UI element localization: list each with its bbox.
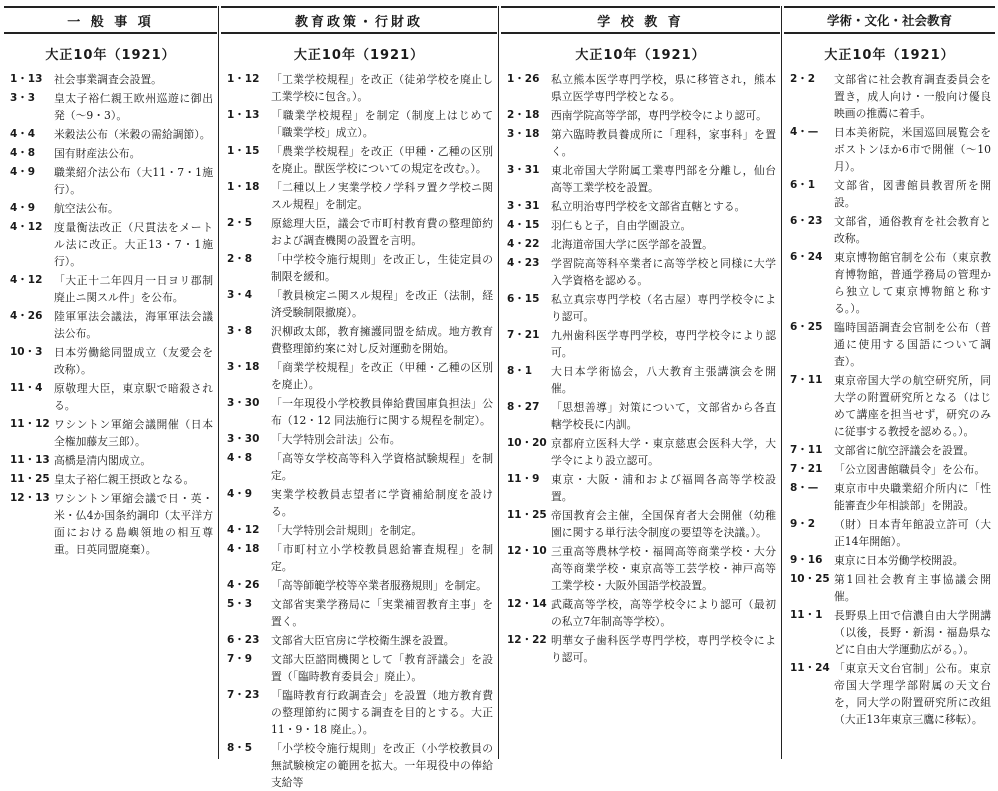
entry-date: 4・22: [507, 238, 540, 250]
entry-date: 8・5: [227, 742, 253, 754]
entry-text: 文部省に社会教育調査委員会を置き，成人向け・一般向け優良映画の推薦に着手。: [834, 73, 991, 120]
entry-row: [790, 442, 991, 459]
entry-text: 長野県上田で信濃自由大学開講（以後，長野・新潟・福島県などに自由大学運動広がる。）。: [834, 609, 991, 656]
entry-text: 東北帝国大学附属工業専門部を分離し，仙台高等工業学校を設置。: [551, 164, 776, 194]
entry-date: 12・22: [507, 634, 547, 646]
entry-row: [227, 107, 493, 141]
entry-date: 11・24: [790, 662, 830, 674]
entry-date: 4・12: [227, 524, 260, 536]
entry-date: 1・15: [227, 145, 260, 157]
entry-date: 10・25: [790, 573, 830, 585]
entry-date: 4・4: [10, 128, 36, 140]
entry-row: [507, 399, 776, 433]
entry-date: 8・—: [790, 482, 819, 494]
entry-date: 6・23: [790, 215, 823, 227]
entry-date: 10・3: [10, 346, 43, 358]
entry-row: [10, 200, 213, 217]
entry-text: 「市町村立小学校教員恩給審査規程」を制定。: [271, 543, 493, 573]
entry-date: 6・23: [227, 634, 260, 646]
entry-row: [227, 577, 493, 594]
entry-text: 第1回社会教育主事協議会開催。: [834, 573, 991, 603]
entry-text: 「農業学校規程」を改正（甲種・乙種の区別を廃止。獣医学校についての規定を改む。）。: [271, 145, 493, 175]
year-heading: 大正10年（1921）: [293, 48, 425, 63]
entry-text: 原敬理大臣，東京駅で暗殺される。: [54, 382, 213, 412]
entry-row: [227, 323, 493, 357]
entry-text: 職業紹介法公布（大11・7・1施行）。: [54, 166, 213, 196]
entry-date: 3・4: [227, 289, 253, 301]
entry-date: 4・18: [227, 543, 260, 555]
entry-date: 11・25: [507, 509, 547, 521]
column-header: 学術・文化・社会教育: [784, 6, 995, 34]
entry-date: 7・23: [227, 689, 260, 701]
entry-text: 文部省に航空評議会を設置。: [834, 444, 975, 457]
entry-row: [227, 287, 493, 321]
entry-row: [227, 143, 493, 177]
entry-text: 文部省大臣官房に学校衛生課を設置。: [271, 634, 455, 647]
column-header: 教育政策・行財政: [221, 6, 497, 34]
entry-row: [227, 687, 493, 738]
entry-date: 1・13: [10, 73, 43, 85]
entry-row: [507, 236, 776, 253]
entry-date: 4・—: [790, 126, 819, 138]
column-divider: [781, 6, 782, 759]
entry-row: [227, 522, 493, 539]
entry-row: [790, 516, 991, 550]
year-heading: 大正10年（1921）: [824, 48, 955, 63]
entry-text: 社会事業調査会設置。: [54, 73, 162, 86]
entry-date: 11・25: [10, 473, 50, 485]
entry-row: [227, 215, 493, 249]
entry-row: [507, 107, 776, 124]
entry-date: 8・27: [507, 401, 540, 413]
entry-row: [10, 380, 213, 414]
entry-date: 4・12: [10, 274, 43, 286]
entry-row: [790, 177, 991, 211]
entry-row: [790, 552, 991, 569]
entry-text: 「商業学校規程」を改正（甲種・乙種の区別を廃止）。: [271, 361, 493, 391]
entry-row: [507, 126, 776, 160]
entry-row: [10, 145, 213, 162]
entry-text: 「臨時教育行政調査会」を設置（地方教育費の整理節約に関する調査を目的とする。大正11・9・18 廃止。）。: [271, 689, 493, 736]
entry-row: [227, 632, 493, 649]
entry-row: [790, 372, 991, 440]
entry-row: [10, 90, 213, 124]
entry-date: 6・25: [790, 321, 823, 333]
entry-list: [4, 71, 217, 558]
entry-text: 大日本学術協会，八大教育主張講演会を開催。: [551, 365, 776, 395]
entry-text: 第六臨時教員養成所に「理科，家事科」を置く。: [551, 128, 776, 158]
entry-date: 1・12: [227, 73, 260, 85]
entry-row: [507, 363, 776, 397]
entry-row: [507, 471, 776, 505]
entry-date: 9・16: [790, 554, 823, 566]
entry-text: 北海道帝国大学に医学部を設置。: [551, 238, 713, 251]
entry-date: 3・3: [10, 92, 36, 104]
entry-date: 11・4: [10, 382, 43, 394]
entry-date: 4・12: [10, 221, 43, 233]
entry-row: [10, 416, 213, 450]
entry-list: [221, 71, 497, 791]
entry-text: 航空法公布。: [54, 202, 119, 215]
entry-text: 私立明治専門学校を文部省直轄とする。: [551, 200, 746, 213]
entry-text: 「二種以上ノ実業学校ノ学科ヲ置ク学校ニ関スル規程」を制定。: [271, 181, 493, 211]
year-heading: 大正10年（1921）: [575, 48, 706, 63]
entry-list: [784, 71, 995, 728]
entry-row: [507, 543, 776, 594]
entry-date: 7・11: [790, 444, 823, 456]
entry-text: 文部省，通俗教育を社会教育と改称。: [834, 215, 991, 245]
entry-date: 10・20: [507, 437, 547, 449]
entry-row: [507, 507, 776, 541]
entry-date: 11・13: [10, 454, 50, 466]
entry-date: 4・9: [10, 202, 36, 214]
entry-date: 2・2: [790, 73, 816, 85]
entry-text: 西南学院高等学部，専門学校令により認可。: [551, 109, 767, 122]
entry-row: [10, 490, 213, 558]
entry-text: 原総理大臣，議会で市町村教育費の整理節約および調査機関の設置を言明。: [271, 217, 493, 247]
entry-list: [501, 71, 780, 666]
entry-date: 7・21: [790, 463, 823, 475]
entry-row: [790, 213, 991, 247]
entry-date: 3・30: [227, 433, 260, 445]
entry-row: [507, 162, 776, 196]
column-divider: [218, 6, 219, 759]
entry-date: 1・18: [227, 181, 260, 193]
entry-row: [227, 651, 493, 685]
entry-row: [507, 291, 776, 325]
entry-date: 7・9: [227, 653, 253, 665]
column-divider: [498, 6, 499, 759]
entry-row: [227, 486, 493, 520]
entry-text: 皇太子裕仁親王摂政となる。: [54, 473, 195, 486]
column-header: 一 般 事 項: [4, 6, 217, 34]
entry-date: 2・8: [227, 253, 253, 265]
entry-row: [790, 480, 991, 514]
entry-text: 羽仁もと子，自由学園設立。: [551, 219, 692, 232]
entry-text: 実業学校教員志望者に学資補給制度を設ける。: [271, 488, 493, 518]
entry-date: 6・24: [790, 251, 823, 263]
entry-text: 「職業学校規程」を制定（制度上はじめて「職業学校」成立）。: [271, 109, 493, 139]
entry-text: 学習院高等科卒業者に高等学校と同様に大学入学資格を認める。: [551, 257, 776, 287]
entry-date: 3・30: [227, 397, 260, 409]
entry-text: 「大正十二年四月一日ヨリ郡制廃止ニ関スル件」を公布。: [54, 274, 213, 304]
entry-text: 文部省，図書館員教習所を開設。: [834, 179, 991, 209]
entry-text: 私立熊本医学専門学校，県に移管され，熊本県立医学専門学校となる。: [551, 73, 776, 103]
entry-date: 4・8: [10, 147, 36, 159]
entry-row: [10, 71, 213, 88]
entry-date: 4・15: [507, 219, 540, 231]
entry-row: [10, 219, 213, 270]
entry-row: [790, 461, 991, 478]
entry-row: [790, 124, 991, 175]
entry-row: [10, 272, 213, 306]
entry-date: 3・31: [507, 164, 540, 176]
entry-date: 4・9: [227, 488, 253, 500]
entry-date: 4・8: [227, 452, 253, 464]
entry-date: 2・5: [227, 217, 253, 229]
entry-row: [227, 71, 493, 105]
entry-row: [227, 179, 493, 213]
entry-date: 12・14: [507, 598, 547, 610]
entry-text: 国有財産法公布。: [54, 147, 141, 160]
entry-date: 3・18: [507, 128, 540, 140]
entry-text: 「大学特別会計法」公布。: [271, 433, 401, 446]
entry-row: [10, 471, 213, 488]
entry-text: 三重高等農林学校・福岡高等商業学校・大分高等商業学校・東京高等工芸学校・神戸高等工業学校・大阪外国語学校設置。: [551, 545, 776, 592]
entry-row: [227, 740, 493, 791]
entry-text: 度量衡法改正（尺貫法をメートル法に改正。大正13・7・1施行）。: [54, 221, 213, 268]
entry-date: 12・10: [507, 545, 547, 557]
entry-date: 3・18: [227, 361, 260, 373]
entry-date: 7・21: [507, 329, 540, 341]
column-general-affairs: [4, 6, 217, 759]
entry-row: [507, 596, 776, 630]
entry-date: 4・23: [507, 257, 540, 269]
entry-row: [507, 198, 776, 215]
year-heading: 大正10年（1921）: [45, 48, 176, 63]
entry-text: 「大学特別会計規則」を制定。: [271, 524, 423, 537]
entry-text: 日本美術院，米国巡回展覧会をボストンほか6市で開催（〜10月）。: [834, 126, 991, 173]
entry-row: [507, 632, 776, 666]
entry-text: 「東京天文台官制」公布。東京帝国大学理学部附属の天文台を，同大学の附置研究所に改組（大正13年東京三鷹に移転）。: [834, 662, 991, 726]
entry-text: 帝国教育会主催，全国保育者大会開催（幼稚園に関する単行法令制度の要望等を決議。）。: [551, 509, 776, 539]
entry-row: [227, 596, 493, 630]
entry-date: 7・11: [790, 374, 823, 386]
entry-date: 4・9: [10, 166, 36, 178]
entry-date: 11・9: [507, 473, 540, 485]
entry-row: [227, 450, 493, 484]
entry-row: [507, 217, 776, 234]
entry-text: 東京博物館官制を公布（東京教育博物館，普通学務局の管理から独立して東京博物館と称する。）。: [834, 251, 991, 315]
entry-text: 陸軍軍法会議法，海軍軍法会議法公布。: [54, 310, 213, 340]
entry-date: 9・2: [790, 518, 816, 530]
entry-row: [790, 571, 991, 605]
entry-date: 6・1: [790, 179, 816, 191]
entry-text: 「工業学校規程」を改正（徒弟学校を廃止し工業学校に包含。）。: [271, 73, 493, 103]
entry-text: 「高等師範学校等卒業者服務規則」を制定。: [271, 579, 487, 592]
entry-date: 3・8: [227, 325, 253, 337]
entry-text: 皇太子裕仁親王欧州巡遊に御出発（〜9・3）。: [54, 92, 213, 122]
entry-row: [790, 319, 991, 370]
entry-row: [10, 344, 213, 378]
entry-text: ワシントン軍縮会議で日・英・米・仏4か国条約調印（太平洋方面における島嶼領地の相互尊重。日英同盟廃棄）。: [54, 492, 213, 556]
entry-text: 明華女子歯科医学専門学校，専門学校令により認可。: [551, 634, 776, 664]
column-academic-culture: [784, 6, 995, 759]
entry-text: 「教員検定ニ関スル規程」を改正（法制，経済受験制限撤廃）。: [271, 289, 493, 319]
entry-text: 「高等女学校高等科入学資格試験規程」を制定。: [271, 452, 493, 482]
entry-date: 12・13: [10, 492, 50, 504]
entry-row: [790, 607, 991, 658]
entry-row: [10, 452, 213, 469]
column-education-policy: [221, 6, 497, 789]
entry-text: 東京・大阪・浦和および福岡各高等学校設置。: [551, 473, 776, 503]
entry-row: [507, 255, 776, 289]
entry-text: 「中学校令施行規則」を改正し，生徒定員の制限を緩和。: [271, 253, 493, 283]
entry-text: ワシントン軍縮会議開催（日本全権加藤友三郎）。: [54, 418, 213, 448]
entry-date: 8・1: [507, 365, 533, 377]
entry-row: [790, 249, 991, 317]
column-school-education: [501, 6, 780, 759]
entry-text: 文部大臣諮問機関として「教育評議会」を設置（「臨時教育委員会」廃止）。: [271, 653, 493, 683]
entry-date: 5・3: [227, 598, 253, 610]
entry-text: 日本労働総同盟成立（友愛会を改称）。: [54, 346, 213, 376]
entry-row: [790, 660, 991, 728]
entry-date: 11・1: [790, 609, 823, 621]
entry-date: 1・13: [227, 109, 260, 121]
entry-row: [227, 541, 493, 575]
entry-row: [507, 327, 776, 361]
entry-date: 4・26: [227, 579, 260, 591]
entry-row: [227, 359, 493, 393]
entry-row: [507, 71, 776, 105]
entry-text: 「一年現役小学校教員俸給費国庫負担法」公布（12・12 同法施行に関する規程を制定）。: [271, 397, 493, 427]
entry-text: 東京に日本労働学校開設。: [834, 554, 964, 567]
entry-text: 京都府立医科大学・東京慈恵会医科大学，大学令により設立認可。: [551, 437, 776, 467]
entry-text: 「思想善導」対策について，文部省から各直轄学校長に内訓。: [551, 401, 776, 431]
entry-date: 4・26: [10, 310, 43, 322]
entry-date: 11・12: [10, 418, 50, 430]
entry-text: 臨時国語調査会官制を公布（普通に使用する国語について調査）。: [834, 321, 991, 368]
entry-date: 3・31: [507, 200, 540, 212]
entry-text: 文部省実業学務局に「実業補習教育主事」を置く。: [271, 598, 493, 628]
entry-text: 「小学校令施行規則」を改正（小学校教員の無試験検定の範囲を拡大。一年現役中の俸給支給等: [271, 742, 493, 789]
entry-text: 九州歯科医学専門学校，専門学校令により認可。: [551, 329, 776, 359]
column-header: 学 校 教 育: [501, 6, 780, 34]
entry-text: 東京市中央職業紹介所内に「性能審査少年相談部」を開設。: [834, 482, 991, 512]
entry-row: [227, 395, 493, 429]
entry-text: 武蔵高等学校，高等学校令により認可（最初の私立7年制高等学校）。: [551, 598, 776, 628]
entry-text: （財）日本青年館設立許可（大正14年開館）。: [834, 518, 991, 548]
entry-text: 高橋是清内閣成立。: [54, 454, 152, 467]
entry-row: [227, 431, 493, 448]
entry-date: 6・15: [507, 293, 540, 305]
entry-row: [10, 164, 213, 198]
entry-text: 米穀法公布（米穀の需給調節）。: [54, 128, 211, 141]
entry-row: [10, 308, 213, 342]
entry-date: 1・26: [507, 73, 540, 85]
entry-text: 沢柳政太郎，教育擁護同盟を結成。地方教育費整理節約案に対し反対運動を開始。: [271, 325, 493, 355]
entry-text: 東京帝国大学の航空研究所，同大学の附置研究所となる（はじめて講座を担当せず，研究のみに従事する教授を認める。）。: [834, 374, 991, 438]
entry-text: 私立真宗専門学校（名古屋）専門学校令により認可。: [551, 293, 776, 323]
entry-text: 「公立図書館職員令」を公布。: [834, 463, 986, 476]
entry-row: [507, 435, 776, 469]
entry-row: [10, 126, 213, 143]
entry-row: [227, 251, 493, 285]
entry-date: 2・18: [507, 109, 540, 121]
entry-row: [790, 71, 991, 122]
